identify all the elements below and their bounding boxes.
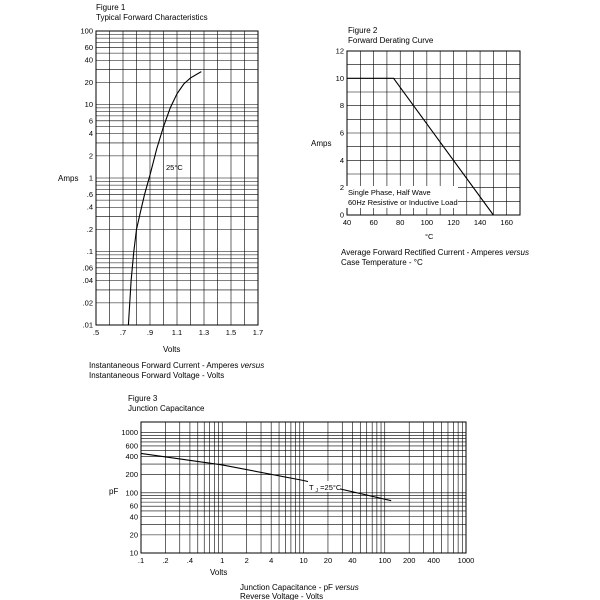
y-tick-label: 40 bbox=[84, 55, 93, 65]
x-tick-label: 1 bbox=[220, 556, 225, 565]
y-tick-label: 20 bbox=[84, 77, 93, 87]
figure-1-label: Figure 1 bbox=[96, 3, 126, 12]
figure-2-label: Figure 2 bbox=[348, 26, 378, 35]
y-tick-label: 12 bbox=[335, 46, 344, 56]
y-tick-label: 200 bbox=[125, 470, 138, 480]
figure-1-title: Typical Forward Characteristics bbox=[96, 13, 208, 22]
y-tick-label: 10 bbox=[335, 73, 344, 83]
figure-2-xlabel: °C bbox=[425, 232, 434, 241]
x-tick-label: .4 bbox=[186, 556, 194, 565]
figure-1-annotation: 25°C bbox=[166, 163, 183, 172]
figure-1-ylabel: Amps bbox=[58, 174, 79, 183]
figure-1-caption-line2: Instantaneous Forward Voltage - Volts bbox=[89, 371, 225, 380]
figure-1-forward-characteristics bbox=[58, 3, 264, 380]
figure-3-caption-line1: Junction Capacitance - pF bbox=[240, 583, 333, 592]
figure-3-grid bbox=[141, 422, 466, 553]
figure-3-annotation-main: T bbox=[309, 483, 314, 492]
y-tick-label: 10 bbox=[84, 100, 93, 109]
x-tick-label: .5 bbox=[92, 328, 100, 337]
x-tick-label: 4 bbox=[269, 556, 274, 565]
y-tick-label: .06 bbox=[82, 263, 93, 273]
x-tick-label: .2 bbox=[162, 556, 169, 565]
y-tick-label: 0 bbox=[339, 210, 344, 220]
figure-3-junction-capacitance bbox=[109, 394, 474, 600]
figure-2-derating-curve bbox=[311, 26, 529, 267]
y-tick-label: 10 bbox=[129, 548, 138, 558]
x-tick-label: 1.7 bbox=[252, 328, 264, 337]
y-tick-label: 4 bbox=[88, 129, 93, 139]
figure-3-label: Figure 3 bbox=[128, 394, 158, 403]
figure-3-ticks bbox=[121, 428, 474, 565]
figure-3-ylabel: pF bbox=[109, 487, 119, 496]
x-tick-label: .1 bbox=[137, 556, 145, 565]
x-tick-label: 20 bbox=[323, 556, 333, 565]
x-tick-label: 40 bbox=[342, 218, 352, 227]
y-tick-label: 2 bbox=[88, 151, 93, 161]
y-tick-label: 1 bbox=[88, 173, 93, 183]
x-tick-label: 10 bbox=[299, 556, 308, 565]
figure-2-caption-line1: Average Forward Rectified Current - Amperes bbox=[341, 248, 504, 257]
x-tick-label: 2 bbox=[244, 556, 249, 565]
x-tick-label: 100 bbox=[420, 218, 434, 227]
y-tick-label: 400 bbox=[125, 452, 138, 462]
x-tick-label: 60 bbox=[369, 218, 378, 227]
figure-2-caption bbox=[341, 248, 529, 257]
figure-2-annotation-line2: 60Hz Resistive or Inductive Load bbox=[348, 198, 458, 207]
figure-1-xlabel: Volts bbox=[163, 345, 181, 354]
figure-3-caption bbox=[240, 583, 359, 592]
figure-1-caption bbox=[89, 361, 264, 370]
figure-1-ticks bbox=[80, 27, 263, 338]
x-tick-label: 1000 bbox=[457, 556, 475, 565]
y-tick-label: 2 bbox=[339, 183, 344, 193]
y-tick-label: .4 bbox=[86, 202, 93, 212]
y-tick-label: .2 bbox=[86, 224, 93, 234]
figure-1-caption-line1: Instantaneous Forward Current - Amperes bbox=[89, 361, 239, 370]
y-tick-label: 6 bbox=[88, 116, 93, 126]
y-tick-label: 8 bbox=[339, 101, 344, 111]
figure-3-annotation-rest: =25°C bbox=[320, 483, 342, 492]
figure-1-grid bbox=[96, 31, 258, 325]
x-tick-label: 100 bbox=[378, 556, 392, 565]
y-tick-label: .01 bbox=[82, 320, 93, 330]
x-tick-label: 200 bbox=[402, 556, 416, 565]
x-tick-label: 120 bbox=[447, 218, 460, 227]
x-tick-label: 160 bbox=[500, 218, 513, 227]
figure-3-caption-line2: Reverse Voltage - Volts bbox=[240, 592, 324, 600]
figure-3-annotation bbox=[309, 483, 342, 494]
x-tick-label: 400 bbox=[427, 556, 440, 565]
figure-3-series-line bbox=[141, 453, 391, 500]
figure-2-ylabel: Amps bbox=[311, 139, 332, 148]
figure-2-title: Forward Derating Curve bbox=[348, 36, 434, 45]
x-tick-label: 1.1 bbox=[171, 328, 183, 337]
x-tick-label: 140 bbox=[473, 218, 487, 227]
figure-1-caption-versus: versus bbox=[240, 361, 265, 370]
figure-3-annotation-sub: J bbox=[315, 488, 319, 494]
figure-2-caption-versus: versus bbox=[505, 248, 529, 257]
figure-2-caption-line2: Case Temperature - °C bbox=[341, 258, 423, 267]
figure-2-annotation-line1: Single Phase, Half Wave bbox=[348, 188, 431, 197]
y-tick-label: .04 bbox=[82, 276, 93, 286]
x-tick-label: .7 bbox=[119, 328, 127, 337]
x-tick-label: 1.5 bbox=[225, 328, 237, 337]
y-tick-label: 100 bbox=[125, 488, 138, 498]
y-tick-label: 60 bbox=[129, 501, 138, 511]
x-tick-label: 80 bbox=[396, 218, 405, 227]
figure-3-xlabel: Volts bbox=[210, 568, 228, 577]
figure-3-caption-versus: versus bbox=[335, 583, 359, 592]
x-tick-label: 1.3 bbox=[198, 328, 210, 337]
y-tick-label: 6 bbox=[339, 128, 344, 138]
y-tick-label: 40 bbox=[129, 512, 138, 522]
y-tick-label: .02 bbox=[82, 298, 93, 308]
y-tick-label: .6 bbox=[86, 189, 93, 199]
y-tick-label: 20 bbox=[129, 530, 138, 540]
x-tick-label: .9 bbox=[146, 328, 154, 337]
y-tick-label: 1000 bbox=[121, 428, 138, 438]
y-tick-label: 60 bbox=[84, 42, 93, 52]
y-tick-label: 4 bbox=[339, 155, 344, 165]
x-tick-label: 40 bbox=[348, 556, 357, 565]
figure-3-title: Junction Capacitance bbox=[128, 404, 205, 413]
y-tick-label: 100 bbox=[80, 26, 93, 36]
y-tick-label: 600 bbox=[125, 441, 138, 451]
y-tick-label: .1 bbox=[86, 247, 93, 256]
